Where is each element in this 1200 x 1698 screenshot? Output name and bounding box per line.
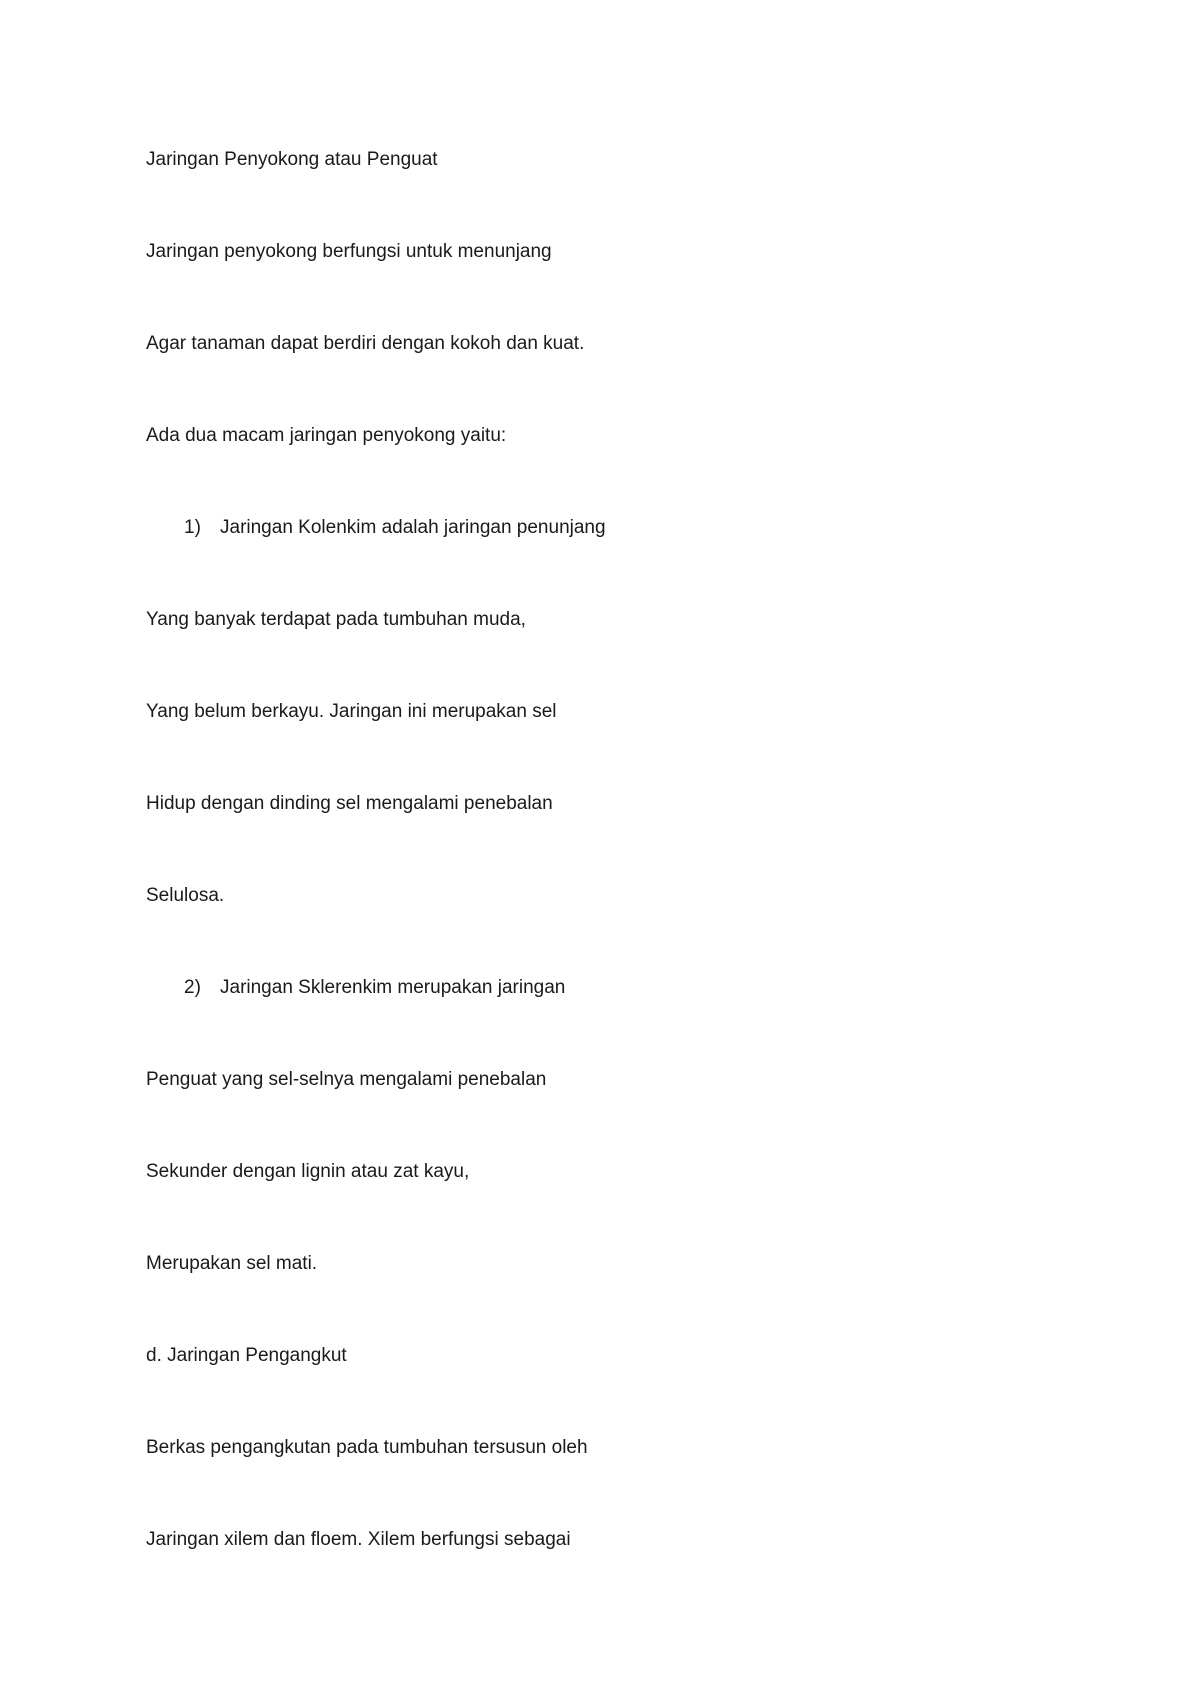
paragraph-line: Hidup dengan dinding sel mengalami penebalan xyxy=(146,793,553,814)
heading-jaringan-pengangkut: d. Jaringan Pengangkut xyxy=(146,1345,347,1366)
paragraph-line: Jaringan xilem dan floem. Xilem berfungsi sebagai xyxy=(146,1529,571,1550)
heading-jaringan-penyokong: Jaringan Penyokong atau Penguat xyxy=(146,149,438,170)
paragraph-line: Ada dua macam jaringan penyokong yaitu: xyxy=(146,425,507,446)
paragraph-line: Penguat yang sel-selnya mengalami penebalan xyxy=(146,1069,547,1090)
paragraph-line: Sekunder dengan lignin atau zat kayu, xyxy=(146,1161,470,1182)
list-item-kolenkim xyxy=(184,516,606,540)
list-number: 2) xyxy=(184,977,201,998)
paragraph-line: Yang banyak terdapat pada tumbuhan muda, xyxy=(146,609,526,630)
list-item-sklerenkim xyxy=(184,976,565,1000)
paragraph-line: Yang belum berkayu. Jaringan ini merupakan sel xyxy=(146,701,557,722)
list-number: 1) xyxy=(184,517,201,538)
paragraph-line: Berkas pengangkutan pada tumbuhan tersusun oleh xyxy=(146,1437,588,1458)
list-item-text: Jaringan Sklerenkim merupakan jaringan xyxy=(220,977,566,998)
paragraph-line: Jaringan penyokong berfungsi untuk menunjang xyxy=(146,241,552,262)
paragraph-line: Selulosa. xyxy=(146,885,225,906)
paragraph-line: Agar tanaman dapat berdiri dengan kokoh dan kuat. xyxy=(146,333,585,354)
paragraph-line: Merupakan sel mati. xyxy=(146,1253,318,1274)
list-item-text: Jaringan Kolenkim adalah jaringan penunjang xyxy=(220,517,606,538)
